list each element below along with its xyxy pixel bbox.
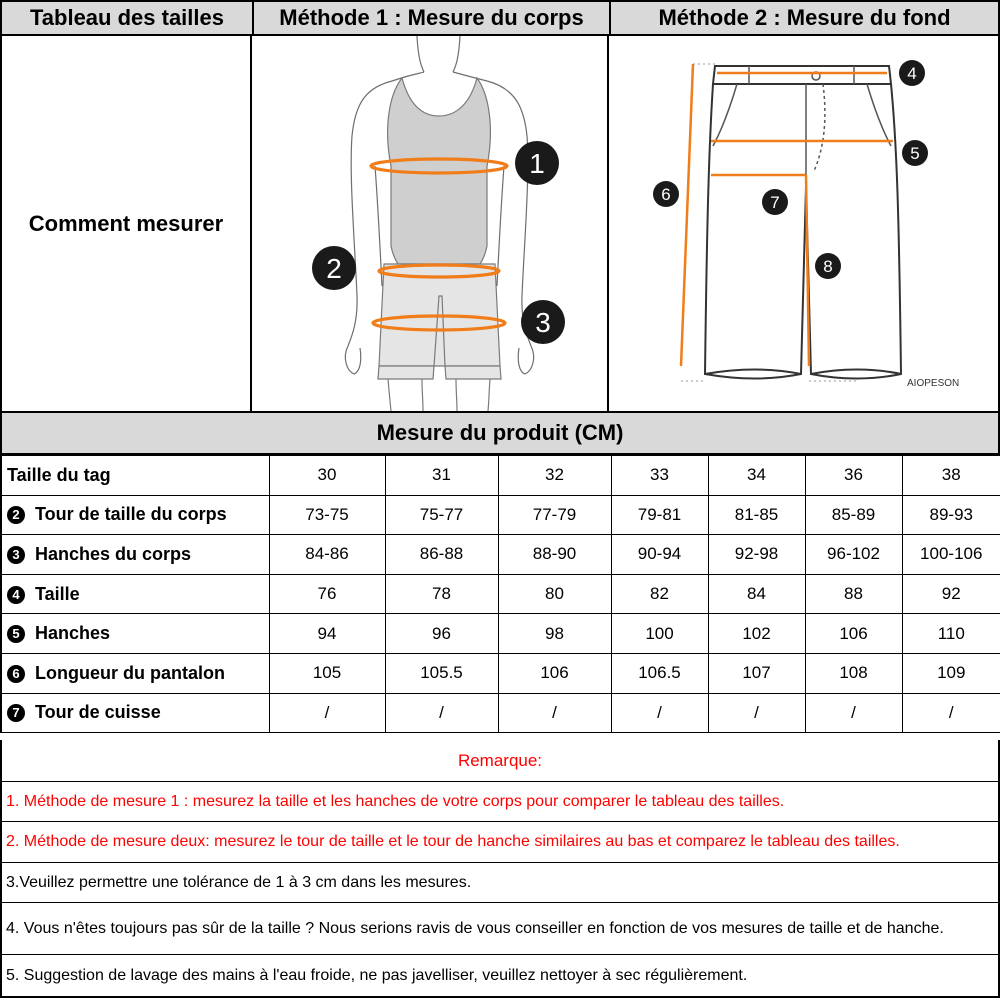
row-label: [1, 653, 269, 693]
row-label-text: Tour de taille du corps: [35, 504, 227, 525]
table-cell: 100-106: [902, 535, 1000, 575]
table-cell: 96-102: [805, 535, 902, 575]
table-cell: 31: [385, 456, 498, 496]
marker-6-label: 6: [661, 185, 671, 204]
table-row: [1, 614, 1000, 654]
table-row: [1, 535, 1000, 575]
marker-5-label: 5: [910, 144, 920, 163]
note-5: 5. Suggestion de lavage des mains à l'eau froide, ne pas javelliser, veuillez nettoyer à sec régulièrement.: [0, 955, 1000, 998]
table-cell: 106.5: [611, 653, 708, 693]
pants-figure-svg: [609, 36, 996, 411]
how-to-measure-label: Comment mesurer: [2, 36, 252, 411]
row-label-text: Longueur du pantalon: [35, 662, 225, 683]
size-chart-title: Tableau des tailles: [2, 2, 254, 34]
table-cell: 98: [498, 614, 611, 654]
table-cell: 81-85: [708, 495, 805, 535]
top-header-row: [0, 0, 1000, 36]
table-cell: 109: [902, 653, 1000, 693]
marker-2-label: 2: [326, 253, 342, 284]
marker-4-icon: [899, 60, 925, 86]
table-cell: 89-93: [902, 495, 1000, 535]
table-cell: 110: [902, 614, 1000, 654]
note-2: 2. Méthode de mesure deux: mesurez le tour de taille et le tour de hanche similaires au bas et comparez le tableau des tailles.: [0, 822, 1000, 863]
row-label: [1, 495, 269, 535]
pants-measure-illustration: [609, 36, 998, 411]
number-badge-icon: 5: [7, 625, 25, 643]
table-cell: 108: [805, 653, 902, 693]
row-label: [1, 535, 269, 575]
row-label: [1, 456, 269, 496]
table-cell: 34: [708, 456, 805, 496]
table-cell: 84: [708, 574, 805, 614]
table-cell: 77-79: [498, 495, 611, 535]
table-row: [1, 456, 1000, 496]
table-cell: 84-86: [269, 535, 385, 575]
note-4: 4. Vous n'êtes toujours pas sûr de la taille ? Nous serions ravis de vous conseiller en fonction de vos mesures de taille et de hanche.: [0, 903, 1000, 955]
table-cell: 80: [498, 574, 611, 614]
number-badge-icon: 4: [7, 586, 25, 604]
table-cell: 36: [805, 456, 902, 496]
body-measure-illustration: [252, 36, 609, 411]
method1-title: Méthode 1 : Mesure du corps: [254, 2, 611, 34]
table-cell: 90-94: [611, 535, 708, 575]
table-cell: 105.5: [385, 653, 498, 693]
illustration-row: [0, 36, 1000, 413]
row-label-text: Tour de cuisse: [35, 702, 161, 723]
table-cell: 79-81: [611, 495, 708, 535]
table-cell: 38: [902, 456, 1000, 496]
table-cell: 82: [611, 574, 708, 614]
product-measure-banner: Mesure du produit (CM): [0, 413, 1000, 455]
table-cell: 107: [708, 653, 805, 693]
number-badge-icon: 6: [7, 665, 25, 683]
row-label: [1, 574, 269, 614]
table-row: [1, 574, 1000, 614]
row-label-text: Hanches du corps: [35, 543, 192, 564]
marker-8-label: 8: [823, 257, 833, 276]
table-cell: 102: [708, 614, 805, 654]
marker-1-icon: [515, 141, 559, 185]
marker-3-label: 3: [535, 307, 551, 338]
table-cell: 86-88: [385, 535, 498, 575]
marker-7-label: 7: [770, 193, 780, 212]
notes-title: Remarque:: [0, 740, 1000, 782]
number-badge-icon: 2: [7, 506, 25, 524]
table-cell: 76: [269, 574, 385, 614]
row-label-text: Hanches: [35, 623, 111, 644]
brand-watermark: AIOPESON: [907, 378, 960, 389]
table-cell: 75-77: [385, 495, 498, 535]
table-cell: 106: [805, 614, 902, 654]
table-cell: /: [269, 693, 385, 733]
marker-1-label: 1: [529, 148, 545, 179]
table-cell: 88: [805, 574, 902, 614]
table-cell: 78: [385, 574, 498, 614]
table-cell: 73-75: [269, 495, 385, 535]
marker-3-icon: [521, 300, 565, 344]
table-row: [1, 653, 1000, 693]
marker-8-icon: [815, 253, 841, 279]
row-label-text: Taille du tag: [7, 464, 111, 485]
table-cell: /: [708, 693, 805, 733]
number-badge-icon: 7: [7, 704, 25, 722]
table-cell: 92-98: [708, 535, 805, 575]
size-table: [0, 455, 1000, 733]
table-cell: /: [385, 693, 498, 733]
note-1: 1. Méthode de mesure 1 : mesurez la taille et les hanches de votre corps pour comparer le tableau des tailles.: [0, 782, 1000, 822]
method2-title: Méthode 2 : Mesure du fond: [658, 5, 951, 30]
table-cell: /: [902, 693, 1000, 733]
table-row: [1, 693, 1000, 733]
table-cell: 88-90: [498, 535, 611, 575]
table-cell: 85-89: [805, 495, 902, 535]
marker-4-label: 4: [907, 64, 917, 83]
table-cell: 32: [498, 456, 611, 496]
body-figure-svg: [252, 36, 607, 411]
table-cell: 96: [385, 614, 498, 654]
table-cell: 106: [498, 653, 611, 693]
notes-section: [0, 740, 1000, 998]
marker-2-icon: [312, 246, 356, 290]
marker-5-icon: [902, 140, 928, 166]
table-cell: 92: [902, 574, 1000, 614]
table-cell: 100: [611, 614, 708, 654]
table-cell: /: [611, 693, 708, 733]
table-cell: 105: [269, 653, 385, 693]
marker-7-icon: [762, 189, 788, 215]
table-cell: /: [498, 693, 611, 733]
row-label: [1, 614, 269, 654]
table-cell: 30: [269, 456, 385, 496]
table-cell: /: [805, 693, 902, 733]
table-row: [1, 495, 1000, 535]
number-badge-icon: 3: [7, 546, 25, 564]
marker-6-icon: [653, 181, 679, 207]
table-cell: 94: [269, 614, 385, 654]
table-cell: 33: [611, 456, 708, 496]
row-label: [1, 693, 269, 733]
row-label-text: Taille: [35, 583, 80, 604]
note-3: 3.Veuillez permettre une tolérance de 1 à 3 cm dans les mesures.: [0, 863, 1000, 903]
